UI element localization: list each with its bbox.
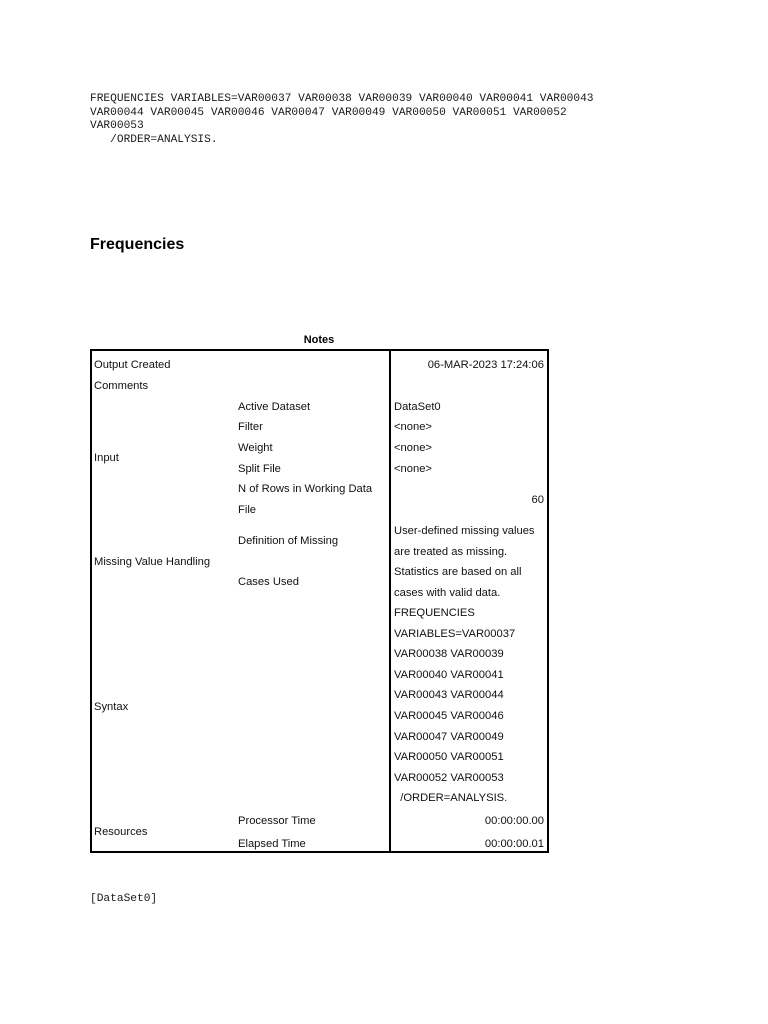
cases-used-value (394, 562, 521, 603)
syntax-value-line: VAR00052 VAR00053 (394, 771, 504, 784)
output-created-label: Output Created (94, 359, 171, 371)
syntax-line: /ORDER=ANALYSIS. (90, 133, 218, 146)
syntax-command-block (90, 93, 594, 147)
comments-label: Comments (94, 380, 149, 392)
syntax-value-line: VAR00047 VAR00049 (394, 730, 504, 743)
output-created-value: 06-MAR-2023 17:24:06 (427, 359, 544, 371)
syntax-value-line: VAR00050 VAR00051 (394, 751, 504, 764)
filter-value: <none> (394, 421, 432, 433)
processor-time-value: 00:00:00.00 (484, 815, 544, 827)
cases-used-label: Cases Used (238, 576, 299, 588)
syntax-value-line: VAR00045 VAR00046 (394, 709, 504, 722)
syntax-line: FREQUENCIES VARIABLES=VAR00037 VAR00038 VAR00039 VAR00040 VAR00041 VAR00043 (90, 93, 594, 105)
syntax-value (394, 603, 515, 809)
syntax-value-line: VARIABLES=VAR00037 (394, 627, 516, 640)
weight-label: Weight (238, 442, 273, 454)
split-file-value: <none> (394, 463, 432, 475)
missing-value-handling-label: Missing Value Handling (94, 556, 211, 568)
processor-time-label: Processor Time (238, 815, 316, 827)
syntax-value-line: /ORDER=ANALYSIS. (394, 792, 508, 805)
definition-of-missing-label: Definition of Missing (238, 535, 339, 547)
section-heading: Frequencies (90, 236, 185, 253)
active-dataset-label: Active Dataset (238, 401, 311, 413)
syntax-value-line: VAR00038 VAR00039 (394, 648, 504, 661)
active-dataset-value: DataSet0 (394, 401, 441, 413)
n-rows-value: 60 (531, 494, 544, 506)
syntax-label: Syntax (94, 701, 129, 713)
notes-table-title: Notes (303, 334, 335, 346)
syntax-value-line: VAR00043 VAR00044 (394, 689, 504, 702)
notes-table (90, 349, 549, 853)
input-label: Input (94, 452, 119, 464)
resources-label: Resources (94, 826, 148, 838)
n-rows-label-line: N of Rows in Working Data (238, 483, 373, 495)
elapsed-time-label: Elapsed Time (238, 838, 306, 850)
weight-value: <none> (394, 442, 432, 454)
syntax-value-line: FREQUENCIES (394, 607, 475, 619)
syntax-value-line: VAR00040 VAR00041 (394, 668, 504, 681)
definition-line: are treated as missing. (394, 545, 508, 558)
definition-of-missing-value (394, 521, 535, 562)
definition-line: User-defined missing values (394, 525, 535, 537)
cases-used-line: Statistics are based on all (394, 566, 522, 578)
n-rows-label (238, 479, 372, 520)
syntax-line: VAR00053 (90, 120, 144, 132)
dataset-tag: [DataSet0] (90, 893, 158, 905)
cases-used-line: cases with valid data. (394, 586, 501, 599)
syntax-line: VAR00044 VAR00045 VAR00046 VAR00047 VAR00049 VAR00050 VAR00051 VAR00052 (90, 106, 567, 119)
filter-label: Filter (238, 421, 263, 433)
elapsed-time-value: 00:00:00.01 (484, 838, 544, 850)
split-file-label: Split File (238, 463, 281, 475)
column-divider (389, 351, 391, 851)
n-rows-label-line: File (238, 503, 257, 516)
